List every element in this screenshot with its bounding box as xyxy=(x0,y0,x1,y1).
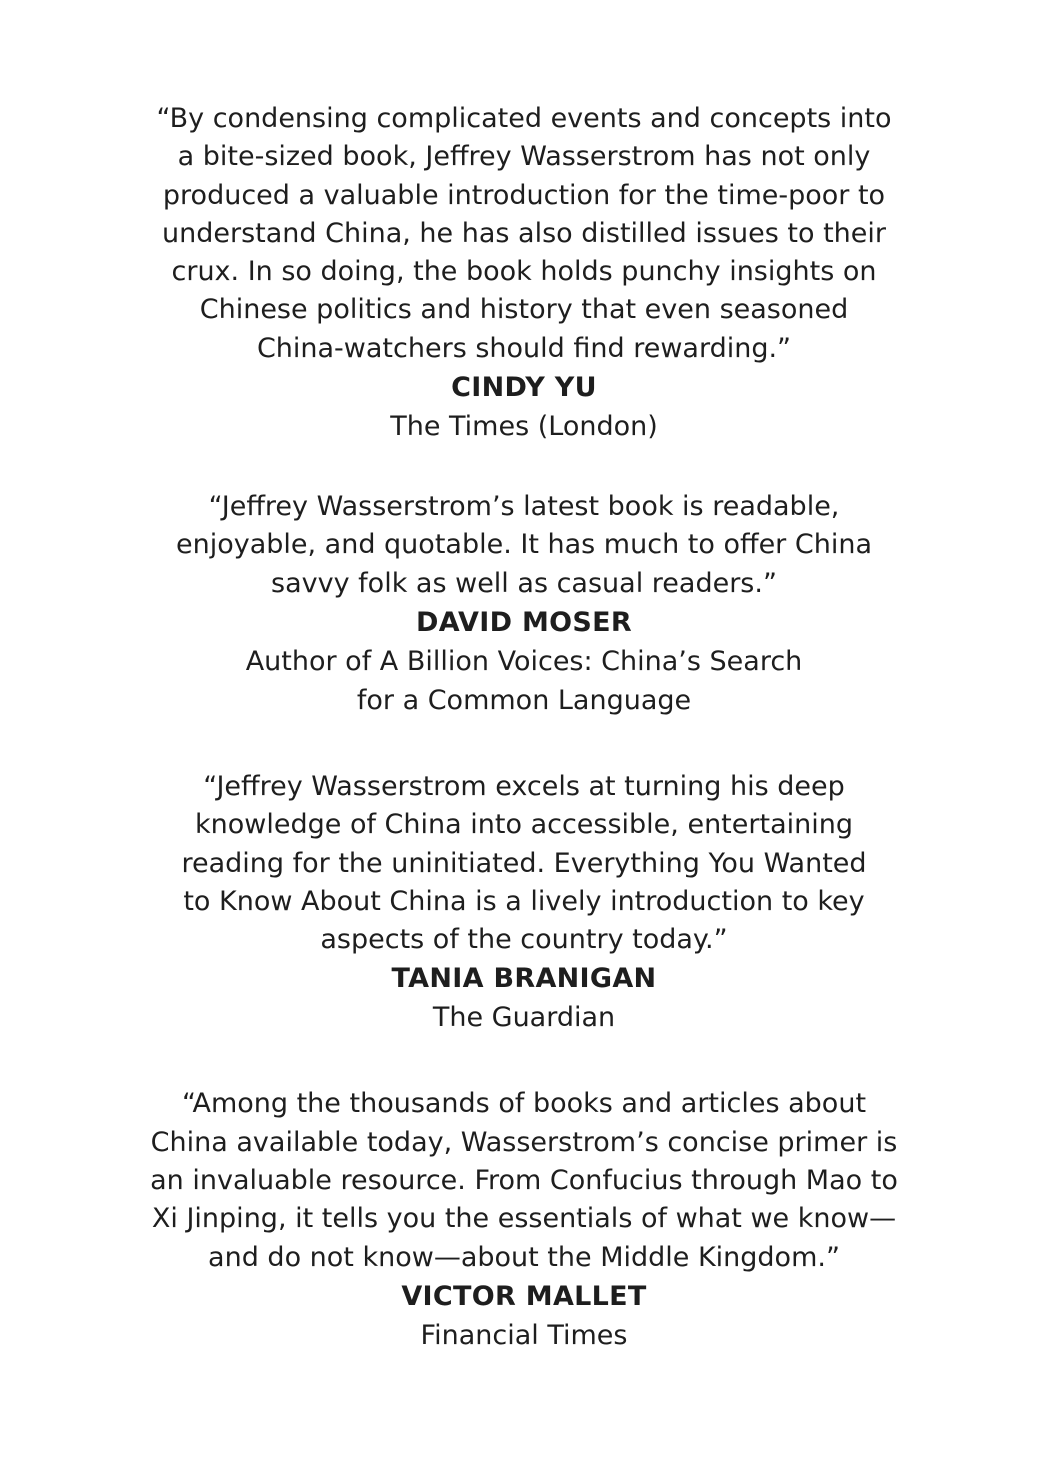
blurb-source xyxy=(0,407,1048,446)
blurb-author-name: DAVID MOSER xyxy=(415,606,633,638)
quote-line: understand China, he has also distilled issues to their xyxy=(162,217,886,249)
quote-line: Chinese politics and history that even seasoned xyxy=(199,294,849,326)
quote-line: crux. In so doing, the book holds punchy insights on xyxy=(171,256,877,288)
source-line: The Guardian xyxy=(432,1002,616,1034)
quote-line: “Among the thousands of books and articles about xyxy=(181,1088,867,1120)
quote-line: produced a valuable introduction for the time-poor to xyxy=(162,179,886,211)
blurb-author-name: CINDY YU xyxy=(451,372,597,404)
blurb-tania-branigan xyxy=(0,768,1048,1037)
quote-line: to Know About China is a lively introduction to key xyxy=(183,885,865,917)
blurb-source xyxy=(0,1316,1048,1355)
quote-line: “By condensing complicated events and concepts into xyxy=(156,103,892,134)
quote-line: China-watchers should find rewarding.” xyxy=(256,332,792,364)
blurb-source xyxy=(0,642,1048,720)
blurb-spacer xyxy=(0,446,1048,488)
quote-line: “Jeffrey Wasserstrom’s latest book is readable, xyxy=(208,491,840,523)
blurb-quote xyxy=(0,100,1048,368)
quote-line: “Jeffrey Wasserstrom excels at turning his deep xyxy=(203,770,845,802)
blurb-author-name: VICTOR MALLET xyxy=(401,1280,647,1312)
blurb-spacer xyxy=(0,720,1048,768)
quote-line: savvy folk as well as casual readers.” xyxy=(271,567,777,599)
blurb-cindy-yu xyxy=(0,100,1048,446)
blurb-victor-mallet xyxy=(0,1085,1048,1354)
blurb-spacer xyxy=(0,1037,1048,1085)
blurb-quote xyxy=(0,488,1048,603)
source-line: The Times (London) xyxy=(390,411,658,443)
blurb-source xyxy=(0,998,1048,1037)
quote-line: China available today, Wasserstrom’s concise primer is xyxy=(150,1126,898,1158)
quote-line: an invaluable resource. From Confucius through Mao to xyxy=(150,1165,898,1197)
quote-line: enjoyable, and quotable. It has much to offer China xyxy=(175,529,872,561)
blurb-quote xyxy=(0,1085,1048,1276)
quote-line: Xi Jinping, it tells you the essentials of what we know— xyxy=(151,1203,897,1235)
blurb-author-name: TANIA BRANIGAN xyxy=(391,963,657,995)
source-line: Author of A Billion Voices: China’s Search xyxy=(245,645,803,677)
quote-line: and do not know—about the Middle Kingdom.” xyxy=(208,1241,840,1273)
praise-page xyxy=(0,100,1048,1355)
quote-line: aspects of the country today.” xyxy=(320,924,728,956)
source-line: for a Common Language xyxy=(356,684,692,716)
quote-line: knowledge of China into accessible, entertaining xyxy=(195,809,853,841)
quote-line: a bite-sized book, Jeffrey Wasserstrom has not only xyxy=(177,141,871,173)
blurb-david-moser xyxy=(0,488,1048,720)
blurb-quote xyxy=(0,768,1048,959)
quote-line: reading for the uninitiated. Everything You Wanted xyxy=(181,847,867,879)
source-line: Financial Times xyxy=(420,1319,628,1351)
